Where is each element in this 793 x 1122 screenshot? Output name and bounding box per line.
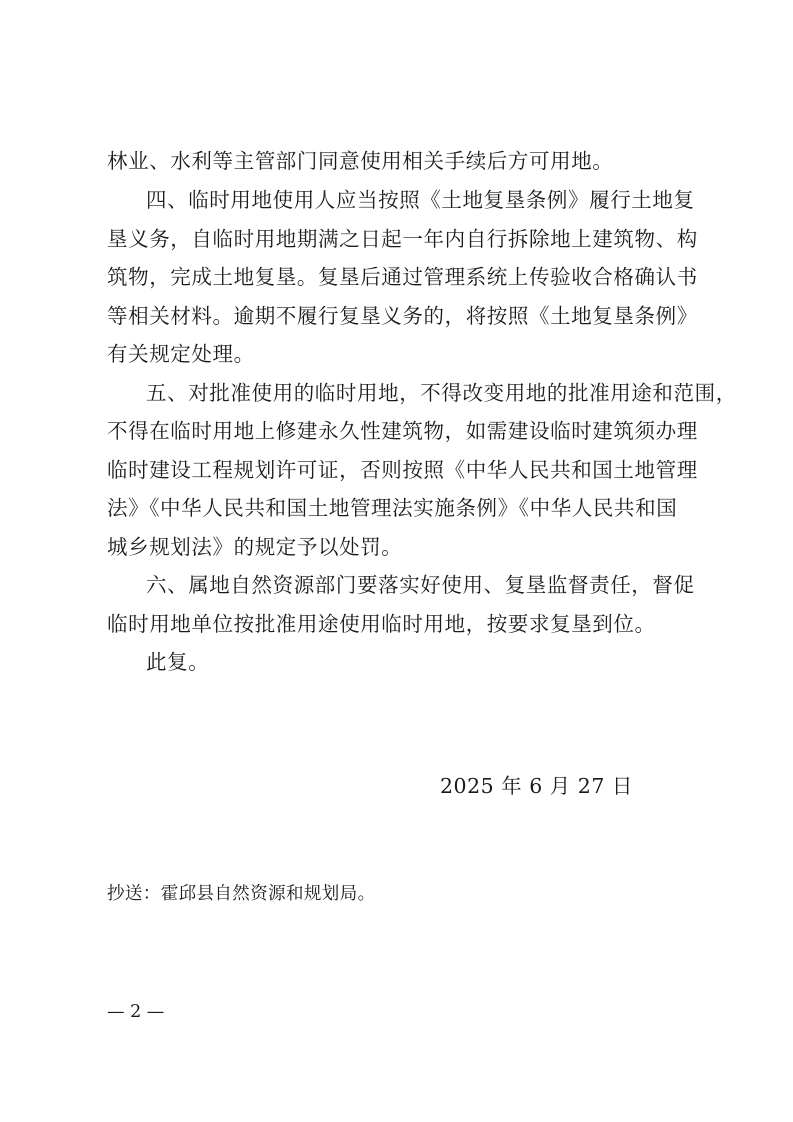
paragraph-five-line: 不得在临时用地上修建永久性建筑物，如需建设临时建筑须办理 [107,419,698,443]
document-date: 2025 年 6 月 27 日 [440,774,633,798]
page-number: — 2 — [107,1002,165,1022]
paragraph-five-line: 临时建设工程规划许可证，否则按照《中华人民共和国土地管理 [107,458,698,482]
paragraph-six-line: 六、属地自然资源部门要落实好使用、复垦监督责任，督促 [146,573,695,597]
paragraph-five-line: 城乡规划法》的规定予以处罚。 [107,535,403,559]
paragraph-five-line: 法》《中华人民共和国土地管理法实施条例》《中华人民共和国 [107,496,678,520]
paragraph-continuation-line: 林业、水利等主管部门同意使用相关手续后方可用地。 [107,149,614,173]
paragraph-four-line: 垦义务，自临时用地期满之日起一年内自行拆除地上建筑物、构 [107,227,698,251]
paragraph-six-line: 临时用地单位按批准用途使用临时用地，按要求复垦到位。 [107,612,656,636]
paragraph-four-line: 筑物，完成土地复垦。复垦后通过管理系统上传验收合格确认书 [107,265,698,289]
paragraph-four-line: 等相关材料。逾期不履行复垦义务的，将按照《土地复垦条例》 [107,304,698,328]
paragraph-five-line: 五、对批准使用的临时用地，不得改变用地的批准用途和范围， [146,381,737,405]
paragraph-four-line: 有关规定处理。 [107,342,255,366]
paragraph-four-line: 四、临时用地使用人应当按照《土地复垦条例》履行土地复 [146,188,695,212]
closing-line: 此复。 [146,650,210,674]
cc-recipients: 抄送：霍邱县自然资源和规划局。 [107,884,376,904]
